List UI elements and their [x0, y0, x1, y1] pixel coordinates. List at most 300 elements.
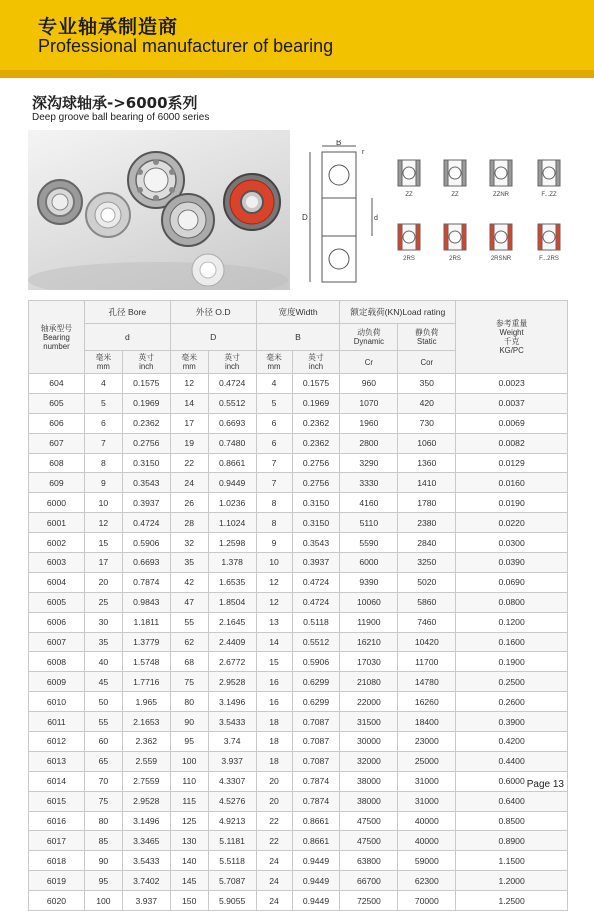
bore-mm-cell: 5 [84, 393, 122, 413]
unit-mm: 毫米 mm [84, 351, 122, 374]
od-inch-cell: 1.2598 [208, 533, 256, 553]
weight-cell: 0.0037 [456, 393, 568, 413]
width-inch-cell: 0.2756 [292, 453, 340, 473]
section-title-en: Deep groove ball bearing of 6000 series [32, 112, 210, 123]
dynamic-load-cell: 3330 [340, 473, 398, 493]
weight-cell: 1.2000 [456, 871, 568, 891]
width-inch-cell: 0.7874 [292, 791, 340, 811]
bearing-number-cell: 6017 [29, 831, 85, 851]
dim-D-label: D [302, 213, 308, 222]
od-mm-cell: 55 [170, 612, 208, 632]
od-mm-cell: 80 [170, 692, 208, 712]
bearing-number-cell: 6011 [29, 712, 85, 732]
bearing-number-cell: 6008 [29, 652, 85, 672]
bearing-number-cell: 6016 [29, 811, 85, 831]
dynamic-load-cell: 960 [340, 374, 398, 394]
od-mm-cell: 26 [170, 493, 208, 513]
static-load-cell: 5860 [398, 592, 456, 612]
static-load-cell: 25000 [398, 751, 456, 771]
header-cr: Cr [340, 351, 398, 374]
header-static: 静负荷 Static [398, 324, 456, 351]
dynamic-load-cell: 5110 [340, 513, 398, 533]
width-inch-cell: 0.5118 [292, 612, 340, 632]
od-inch-cell: 0.9449 [208, 473, 256, 493]
bore-inch-cell: 1.7716 [122, 672, 170, 692]
bearing-number-cell: 609 [29, 473, 85, 493]
bore-mm-cell: 30 [84, 612, 122, 632]
static-load-cell: 2380 [398, 513, 456, 533]
bore-inch-cell: 0.3150 [122, 453, 170, 473]
od-inch-cell: 4.5276 [208, 791, 256, 811]
table-row [29, 473, 568, 493]
od-inch-cell: 1.8504 [208, 592, 256, 612]
od-mm-cell: 19 [170, 433, 208, 453]
weight-cell: 1.2500 [456, 891, 568, 911]
static-load-cell: 1410 [398, 473, 456, 493]
width-inch-cell: 0.2362 [292, 433, 340, 453]
width-mm-cell: 4 [256, 374, 292, 394]
bore-mm-cell: 35 [84, 632, 122, 652]
width-mm-cell: 18 [256, 712, 292, 732]
od-inch-cell: 3.937 [208, 751, 256, 771]
bearing-number-cell: 6012 [29, 732, 85, 752]
weight-cell: 0.3900 [456, 712, 568, 732]
od-mm-cell: 47 [170, 592, 208, 612]
dynamic-load-cell: 47500 [340, 831, 398, 851]
weight-cell: 0.1900 [456, 652, 568, 672]
bore-mm-cell: 10 [84, 493, 122, 513]
bearing-number-cell: 607 [29, 433, 85, 453]
header-sym-B: B [256, 324, 340, 351]
bearing-number-cell: 6019 [29, 871, 85, 891]
bore-mm-cell: 8 [84, 453, 122, 473]
bearing-number-cell: 6006 [29, 612, 85, 632]
bearing-number-cell: 6000 [29, 493, 85, 513]
bore-mm-cell: 50 [84, 692, 122, 712]
table-row [29, 553, 568, 573]
header-od: 外径 O.D [170, 301, 256, 324]
width-inch-cell: 0.9449 [292, 891, 340, 911]
dynamic-load-cell: 16210 [340, 632, 398, 652]
od-inch-cell: 4.3307 [208, 771, 256, 791]
seal-label-2rs-2: 2RS [449, 256, 461, 262]
static-load-cell: 7460 [398, 612, 456, 632]
header-title-cn: 专业轴承制造商 [38, 16, 179, 38]
bore-inch-cell: 0.9843 [122, 592, 170, 612]
table-row [29, 672, 568, 692]
weight-cell: 0.4200 [456, 732, 568, 752]
static-load-cell: 350 [398, 374, 456, 394]
od-inch-cell: 0.4724 [208, 374, 256, 394]
static-load-cell: 1360 [398, 453, 456, 473]
bore-mm-cell: 55 [84, 712, 122, 732]
unit-inch: 英寸 inch [292, 351, 340, 374]
table-row [29, 811, 568, 831]
od-inch-cell: 0.5512 [208, 393, 256, 413]
weight-cell: 0.0800 [456, 592, 568, 612]
table-row [29, 374, 568, 394]
bearing-4 [162, 194, 214, 246]
od-mm-cell: 125 [170, 811, 208, 831]
table-row [29, 433, 568, 453]
bearing-number-cell: 606 [29, 413, 85, 433]
bearing-number-cell: 605 [29, 393, 85, 413]
dynamic-load-cell: 17030 [340, 652, 398, 672]
width-inch-cell: 0.9449 [292, 851, 340, 871]
dynamic-load-cell: 66700 [340, 871, 398, 891]
bearing-number-cell: 6009 [29, 672, 85, 692]
bearing-2 [86, 193, 130, 237]
bore-inch-cell: 0.3543 [122, 473, 170, 493]
bore-mm-cell: 7 [84, 433, 122, 453]
static-load-cell: 70000 [398, 891, 456, 911]
width-mm-cell: 6 [256, 413, 292, 433]
width-inch-cell: 0.3150 [292, 513, 340, 533]
od-mm-cell: 95 [170, 732, 208, 752]
seal-label-fzz: F...ZZ [541, 192, 557, 198]
bore-mm-cell: 25 [84, 592, 122, 612]
bearing-1 [38, 180, 82, 224]
width-inch-cell: 0.4724 [292, 592, 340, 612]
static-load-cell: 31000 [398, 791, 456, 811]
dynamic-load-cell: 11900 [340, 612, 398, 632]
dim-b-label: B [336, 140, 342, 147]
width-mm-cell: 10 [256, 553, 292, 573]
bearing-number-cell: 6014 [29, 771, 85, 791]
header-sym-D: D [170, 324, 256, 351]
width-mm-cell: 5 [256, 393, 292, 413]
od-inch-cell: 2.4409 [208, 632, 256, 652]
static-load-cell: 10420 [398, 632, 456, 652]
width-mm-cell: 22 [256, 811, 292, 831]
bore-inch-cell: 3.5433 [122, 851, 170, 871]
static-load-cell: 18400 [398, 712, 456, 732]
width-mm-cell: 20 [256, 791, 292, 811]
dynamic-load-cell: 31500 [340, 712, 398, 732]
static-load-cell: 5020 [398, 572, 456, 592]
bearing-number-cell: 604 [29, 374, 85, 394]
bore-inch-cell: 2.7559 [122, 771, 170, 791]
static-load-cell: 31000 [398, 771, 456, 791]
od-inch-cell: 1.0236 [208, 493, 256, 513]
od-inch-cell: 3.5433 [208, 712, 256, 732]
od-inch-cell: 0.6693 [208, 413, 256, 433]
static-load-cell: 11700 [398, 652, 456, 672]
od-mm-cell: 62 [170, 632, 208, 652]
width-mm-cell: 7 [256, 453, 292, 473]
table-row [29, 831, 568, 851]
bearing-number-cell: 6010 [29, 692, 85, 712]
width-inch-cell: 0.9449 [292, 871, 340, 891]
bore-mm-cell: 12 [84, 513, 122, 533]
table-row [29, 871, 568, 891]
header-load: 额定载荷(KN)Load rating [340, 301, 456, 324]
bore-mm-cell: 4 [84, 374, 122, 394]
width-mm-cell: 8 [256, 493, 292, 513]
od-mm-cell: 22 [170, 453, 208, 473]
header-dynamic: 动负荷 Dynamic [340, 324, 398, 351]
unit-mm: 毫米 mm [170, 351, 208, 374]
bearing-5 [224, 174, 280, 230]
bore-inch-cell: 0.1575 [122, 374, 170, 394]
dynamic-load-cell: 63800 [340, 851, 398, 871]
od-mm-cell: 24 [170, 473, 208, 493]
bore-inch-cell: 0.4724 [122, 513, 170, 533]
bore-inch-cell: 1.1811 [122, 612, 170, 632]
bore-inch-cell: 3.1496 [122, 811, 170, 831]
width-inch-cell: 0.6299 [292, 672, 340, 692]
width-mm-cell: 22 [256, 831, 292, 851]
weight-cell: 0.2500 [456, 672, 568, 692]
width-inch-cell: 0.1969 [292, 393, 340, 413]
bore-mm-cell: 6 [84, 413, 122, 433]
width-inch-cell: 0.7087 [292, 732, 340, 752]
dynamic-load-cell: 3290 [340, 453, 398, 473]
dynamic-load-cell: 1070 [340, 393, 398, 413]
weight-cell: 0.0190 [456, 493, 568, 513]
table-row [29, 771, 568, 791]
bearing-photo [28, 130, 290, 290]
width-mm-cell: 18 [256, 751, 292, 771]
bore-inch-cell: 0.5906 [122, 533, 170, 553]
dynamic-load-cell: 6000 [340, 553, 398, 573]
static-load-cell: 14780 [398, 672, 456, 692]
dim-d-label: d [374, 215, 378, 222]
width-mm-cell: 24 [256, 871, 292, 891]
od-inch-cell: 2.6772 [208, 652, 256, 672]
table-row [29, 751, 568, 771]
od-mm-cell: 35 [170, 553, 208, 573]
od-mm-cell: 68 [170, 652, 208, 672]
weight-cell: 0.0220 [456, 513, 568, 533]
bearing-number-cell: 6018 [29, 851, 85, 871]
bore-inch-cell: 1.965 [122, 692, 170, 712]
static-load-cell: 2840 [398, 533, 456, 553]
bore-mm-cell: 40 [84, 652, 122, 672]
od-mm-cell: 115 [170, 791, 208, 811]
header-weight: 参考重量 Weight 千克 KG/PC [456, 301, 568, 374]
bore-inch-cell: 2.1653 [122, 712, 170, 732]
dynamic-load-cell: 10060 [340, 592, 398, 612]
width-inch-cell: 0.3543 [292, 533, 340, 553]
od-mm-cell: 12 [170, 374, 208, 394]
width-mm-cell: 24 [256, 891, 292, 911]
header-title-en: Professional manufacturer of bearing [38, 36, 334, 56]
header-sym-d: d [84, 324, 170, 351]
width-mm-cell: 8 [256, 513, 292, 533]
bore-mm-cell: 80 [84, 811, 122, 831]
seal-icons-row2 [398, 224, 560, 250]
bore-inch-cell: 0.2362 [122, 413, 170, 433]
weight-cell: 1.1500 [456, 851, 568, 871]
table-row [29, 732, 568, 752]
unit-inch: 英寸 inch [208, 351, 256, 374]
seal-label-f2rs: F...2RS [539, 256, 559, 262]
table-row [29, 453, 568, 473]
static-load-cell: 730 [398, 413, 456, 433]
weight-cell: 0.4400 [456, 751, 568, 771]
table-row [29, 513, 568, 533]
od-inch-cell: 2.9528 [208, 672, 256, 692]
od-mm-cell: 130 [170, 831, 208, 851]
od-mm-cell: 75 [170, 672, 208, 692]
bore-mm-cell: 95 [84, 871, 122, 891]
bore-inch-cell: 3.7402 [122, 871, 170, 891]
od-mm-cell: 110 [170, 771, 208, 791]
bearing-number-cell: 6003 [29, 553, 85, 573]
bore-mm-cell: 70 [84, 771, 122, 791]
weight-cell: 0.0690 [456, 572, 568, 592]
bore-inch-cell: 1.5748 [122, 652, 170, 672]
od-inch-cell: 5.5118 [208, 851, 256, 871]
weight-cell: 0.0160 [456, 473, 568, 493]
table-row [29, 891, 568, 911]
table-row [29, 572, 568, 592]
od-mm-cell: 42 [170, 572, 208, 592]
width-mm-cell: 9 [256, 533, 292, 553]
table-row [29, 851, 568, 871]
table-row [29, 692, 568, 712]
static-load-cell: 59000 [398, 851, 456, 871]
od-inch-cell: 4.9213 [208, 811, 256, 831]
dim-r-label: r [362, 149, 365, 156]
width-mm-cell: 13 [256, 612, 292, 632]
bore-inch-cell: 0.1969 [122, 393, 170, 413]
bearing-number-cell: 6005 [29, 592, 85, 612]
table-row [29, 652, 568, 672]
static-load-cell: 16260 [398, 692, 456, 712]
od-mm-cell: 145 [170, 871, 208, 891]
bore-mm-cell: 90 [84, 851, 122, 871]
weight-cell: 0.2600 [456, 692, 568, 712]
bore-mm-cell: 17 [84, 553, 122, 573]
width-inch-cell: 0.8661 [292, 831, 340, 851]
bearing-number-cell: 6002 [29, 533, 85, 553]
dynamic-load-cell: 32000 [340, 751, 398, 771]
width-mm-cell: 14 [256, 632, 292, 652]
static-load-cell: 23000 [398, 732, 456, 752]
dynamic-load-cell: 30000 [340, 732, 398, 752]
bore-mm-cell: 60 [84, 732, 122, 752]
cross-section-drawing [310, 146, 372, 282]
weight-cell: 0.0390 [456, 553, 568, 573]
od-inch-cell: 1.6535 [208, 572, 256, 592]
page-number: Page 13 [526, 779, 564, 790]
unit-mm: 毫米 mm [256, 351, 292, 374]
width-mm-cell: 16 [256, 692, 292, 712]
dynamic-load-cell: 9390 [340, 572, 398, 592]
bearing-number-cell: 6013 [29, 751, 85, 771]
static-load-cell: 40000 [398, 811, 456, 831]
static-load-cell: 1780 [398, 493, 456, 513]
table-row [29, 632, 568, 652]
od-mm-cell: 100 [170, 751, 208, 771]
width-inch-cell: 0.5906 [292, 652, 340, 672]
od-inch-cell: 5.7087 [208, 871, 256, 891]
static-load-cell: 62300 [398, 871, 456, 891]
bearing-number-cell: 6015 [29, 791, 85, 811]
table-row [29, 791, 568, 811]
width-mm-cell: 20 [256, 771, 292, 791]
od-inch-cell: 0.7480 [208, 433, 256, 453]
bearing-number-cell: 6001 [29, 513, 85, 533]
dynamic-load-cell: 5590 [340, 533, 398, 553]
dynamic-load-cell: 38000 [340, 771, 398, 791]
weight-cell: 0.0023 [456, 374, 568, 394]
dynamic-load-cell: 4160 [340, 493, 398, 513]
static-load-cell: 1060 [398, 433, 456, 453]
dynamic-load-cell: 1960 [340, 413, 398, 433]
bore-mm-cell: 100 [84, 891, 122, 911]
static-load-cell: 420 [398, 393, 456, 413]
od-inch-cell: 3.74 [208, 732, 256, 752]
width-mm-cell: 7 [256, 473, 292, 493]
weight-cell: 0.0082 [456, 433, 568, 453]
dynamic-load-cell: 38000 [340, 791, 398, 811]
width-mm-cell: 16 [256, 672, 292, 692]
weight-cell: 0.8500 [456, 811, 568, 831]
table-row [29, 612, 568, 632]
table-row [29, 533, 568, 553]
header-width: 宽度Width [256, 301, 340, 324]
od-inch-cell: 5.9055 [208, 891, 256, 911]
bore-inch-cell: 2.559 [122, 751, 170, 771]
od-mm-cell: 90 [170, 712, 208, 732]
width-inch-cell: 0.2756 [292, 473, 340, 493]
table-row [29, 592, 568, 612]
od-inch-cell: 3.1496 [208, 692, 256, 712]
width-inch-cell: 0.2362 [292, 413, 340, 433]
bore-inch-cell: 3.3465 [122, 831, 170, 851]
bore-mm-cell: 45 [84, 672, 122, 692]
bore-mm-cell: 65 [84, 751, 122, 771]
bore-mm-cell: 15 [84, 533, 122, 553]
static-load-cell: 3250 [398, 553, 456, 573]
dynamic-load-cell: 2800 [340, 433, 398, 453]
header-bore: 孔径 Bore [84, 301, 170, 324]
od-mm-cell: 140 [170, 851, 208, 871]
bore-mm-cell: 85 [84, 831, 122, 851]
bearing-photo-art [28, 130, 290, 290]
bearing-6 [192, 254, 224, 286]
header-bar [0, 70, 594, 78]
width-inch-cell: 0.3937 [292, 553, 340, 573]
table-row [29, 712, 568, 732]
dynamic-load-cell: 21080 [340, 672, 398, 692]
bore-inch-cell: 0.2756 [122, 433, 170, 453]
weight-cell: 0.1200 [456, 612, 568, 632]
seal-label-2rsnr: 2RSNR [490, 256, 512, 262]
width-mm-cell: 12 [256, 592, 292, 612]
width-mm-cell: 18 [256, 732, 292, 752]
bore-inch-cell: 2.362 [122, 732, 170, 752]
bore-inch-cell: 0.3937 [122, 493, 170, 513]
seal-label-zz-1: ZZ [405, 192, 413, 198]
dynamic-load-cell: 47500 [340, 811, 398, 831]
width-inch-cell: 0.4724 [292, 572, 340, 592]
od-mm-cell: 150 [170, 891, 208, 911]
weight-cell: 0.1600 [456, 632, 568, 652]
weight-cell: 0.0069 [456, 413, 568, 433]
header-model: 轴承型号 Bearing number [29, 301, 85, 374]
bearing-number-cell: 608 [29, 453, 85, 473]
seal-label-zznr: ZZNR [493, 192, 509, 198]
od-inch-cell: 2.1645 [208, 612, 256, 632]
width-inch-cell: 0.7087 [292, 712, 340, 732]
width-inch-cell: 0.1575 [292, 374, 340, 394]
dynamic-load-cell: 22000 [340, 692, 398, 712]
width-inch-cell: 0.7087 [292, 751, 340, 771]
